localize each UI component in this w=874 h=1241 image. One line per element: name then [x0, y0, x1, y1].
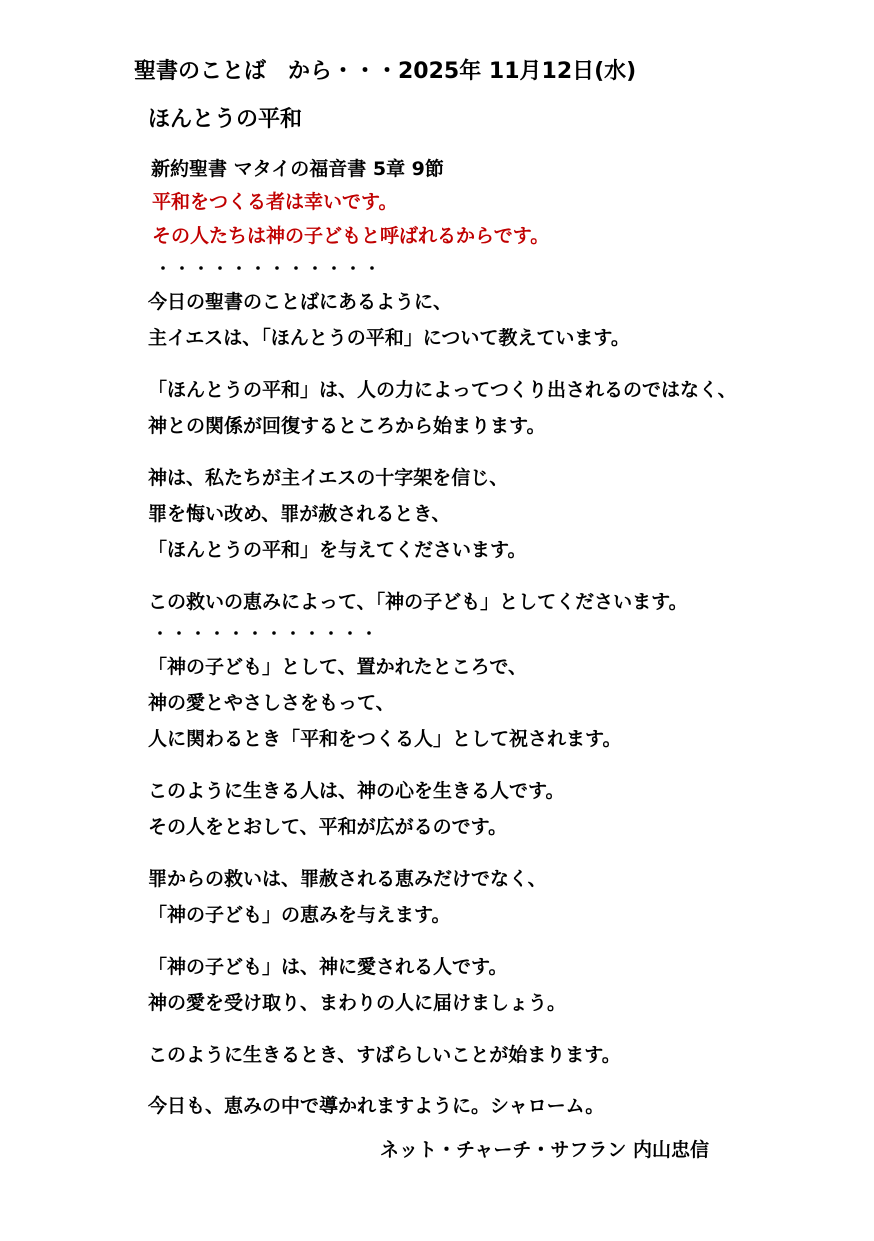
separator-dots-2: ・・・・・・・・・・・・: [152, 624, 381, 643]
body-line: 人に関わるとき「平和をつくる人」として祝されます。: [148, 728, 622, 750]
page-header: 聖書のことば から・・・2025年 11月12日(水): [134, 59, 637, 84]
signature: ネット・チャーチ・サフラン 内山忠信: [380, 1139, 710, 1161]
body-line: 罪からの救いは、罪赦される恵みだけでなく、: [148, 868, 547, 890]
body-line: 「神の子ども」として、置かれたところで、: [148, 656, 528, 678]
verse-line-2: その人たちは神の子どもと呼ばれるからです。: [152, 225, 550, 247]
body-line: 今日も、恵みの中で導かれますように。シャローム。: [148, 1095, 605, 1117]
body-line: この救いの恵みによって、「神の子ども」としてくださいます。: [148, 591, 688, 613]
body-line: 神は、私たちが主イエスの十字架を信じ、: [148, 467, 509, 489]
verse-line-1: 平和をつくる者は幸いです。: [152, 191, 398, 213]
body-line: 神の愛を受け取り、まわりの人に届けましょう。: [148, 992, 567, 1014]
body-line: 主イエスは、「ほんとうの平和」について教えています。: [148, 327, 630, 349]
body-line: このように生きるとき、すばらしいことが始まります。: [148, 1044, 621, 1066]
body-line: 神の愛とやさしさをもって、: [148, 692, 395, 714]
separator-dots-1: ・・・・・・・・・・・・: [155, 259, 384, 278]
body-line: 神との関係が回復するところから始まります。: [148, 415, 546, 437]
page-title: ほんとうの平和: [148, 107, 303, 132]
body-line: その人をとおして、平和が広がるのです。: [148, 816, 508, 838]
body-line: 「神の子ども」の恵みを与えます。: [148, 904, 451, 926]
body-line: 「ほんとうの平和」は、人の力によってつくり出されるのではなく、: [148, 379, 737, 401]
body-line: このように生きる人は、神の心を生きる人です。: [148, 780, 565, 802]
body-line: 「神の子ども」は、神に愛される人です。: [148, 956, 508, 978]
scripture-reference: 新約聖書 マタイの福音書 5章 9節: [151, 158, 444, 180]
body-line: 「ほんとうの平和」を与えてくださいます。: [148, 539, 527, 561]
body-line: 罪を悔い改め、罪が赦されるとき、: [148, 503, 451, 525]
body-line: 今日の聖書のことばにあるように、: [148, 291, 453, 313]
